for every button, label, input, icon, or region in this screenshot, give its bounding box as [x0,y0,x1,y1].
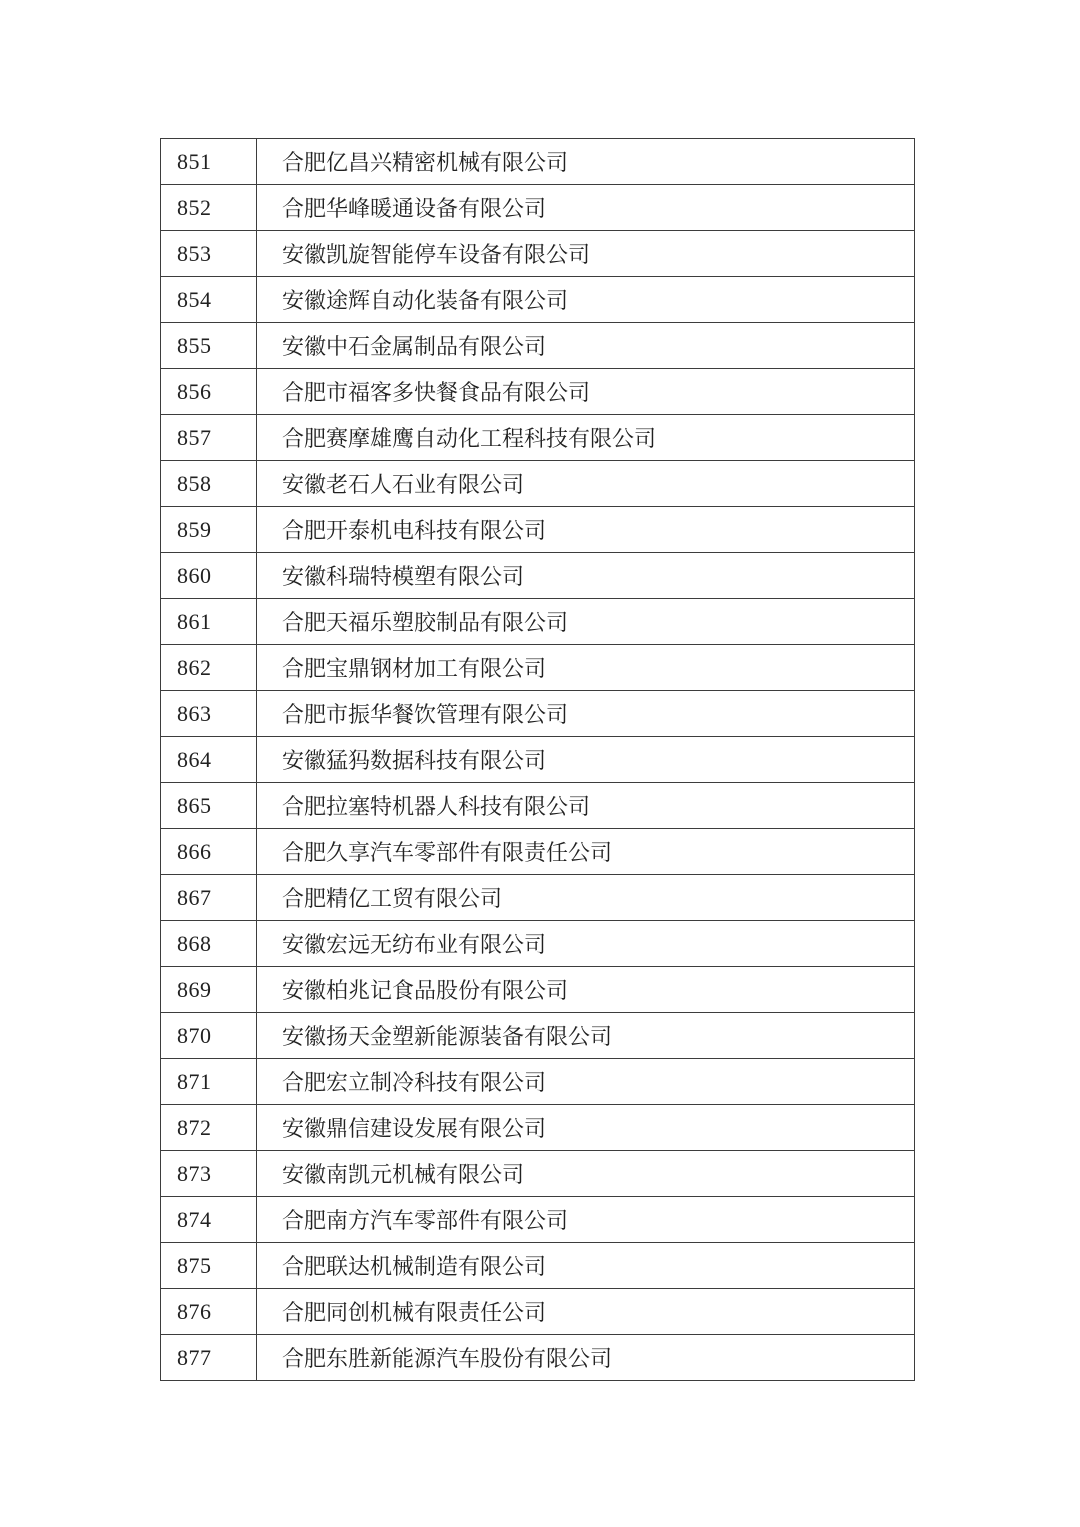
company-name: 合肥宝鼎钢材加工有限公司 [257,645,915,691]
company-name: 安徽中石金属制品有限公司 [257,323,915,369]
company-name: 合肥宏立制冷科技有限公司 [257,1059,915,1105]
table-row [161,691,915,737]
row-number: 851 [161,139,257,185]
company-name: 合肥精亿工贸有限公司 [257,875,915,921]
company-name: 安徽猛犸数据科技有限公司 [257,737,915,783]
company-name: 安徽途辉自动化装备有限公司 [257,277,915,323]
row-number: 860 [161,553,257,599]
row-number: 868 [161,921,257,967]
company-name: 合肥天福乐塑胶制品有限公司 [257,599,915,645]
row-number: 858 [161,461,257,507]
row-number: 866 [161,829,257,875]
row-number: 865 [161,783,257,829]
table-row [161,1197,915,1243]
company-name: 安徽凯旋智能停车设备有限公司 [257,231,915,277]
company-name: 合肥开泰机电科技有限公司 [257,507,915,553]
table-row [161,875,915,921]
table-row [161,1289,915,1335]
row-number: 859 [161,507,257,553]
company-name: 安徽科瑞特模塑有限公司 [257,553,915,599]
table-row [161,461,915,507]
company-name: 安徽老石人石业有限公司 [257,461,915,507]
company-name: 合肥东胜新能源汽车股份有限公司 [257,1335,915,1381]
company-name: 合肥华峰暖通设备有限公司 [257,185,915,231]
row-number: 864 [161,737,257,783]
table-row [161,185,915,231]
company-name: 合肥拉塞特机器人科技有限公司 [257,783,915,829]
row-number: 857 [161,415,257,461]
row-number: 871 [161,1059,257,1105]
company-name: 合肥联达机械制造有限公司 [257,1243,915,1289]
table-row [161,323,915,369]
company-name: 安徽扬天金塑新能源装备有限公司 [257,1013,915,1059]
company-list-table [160,138,915,1381]
company-name: 安徽南凯元机械有限公司 [257,1151,915,1197]
table-row [161,967,915,1013]
row-number: 877 [161,1335,257,1381]
row-number: 872 [161,1105,257,1151]
row-number: 862 [161,645,257,691]
table-row [161,737,915,783]
table-row [161,415,915,461]
row-number: 867 [161,875,257,921]
table-row [161,507,915,553]
row-number: 876 [161,1289,257,1335]
company-name: 合肥久享汽车零部件有限责任公司 [257,829,915,875]
row-number: 875 [161,1243,257,1289]
company-list-body [161,139,915,1381]
table-row [161,1151,915,1197]
company-name: 合肥市福客多快餐食品有限公司 [257,369,915,415]
company-name: 安徽鼎信建设发展有限公司 [257,1105,915,1151]
table-row [161,553,915,599]
row-number: 853 [161,231,257,277]
row-number: 852 [161,185,257,231]
table-row [161,231,915,277]
row-number: 861 [161,599,257,645]
table-row [161,645,915,691]
row-number: 854 [161,277,257,323]
row-number: 856 [161,369,257,415]
company-name: 安徽宏远无纺布业有限公司 [257,921,915,967]
table-row [161,599,915,645]
row-number: 855 [161,323,257,369]
table-row [161,1105,915,1151]
table-row [161,369,915,415]
table-row [161,277,915,323]
row-number: 874 [161,1197,257,1243]
table-row [161,1243,915,1289]
table-row [161,921,915,967]
company-name: 合肥亿昌兴精密机械有限公司 [257,139,915,185]
row-number: 863 [161,691,257,737]
row-number: 870 [161,1013,257,1059]
table-row [161,783,915,829]
company-name: 合肥南方汽车零部件有限公司 [257,1197,915,1243]
table-row [161,139,915,185]
company-name: 合肥同创机械有限责任公司 [257,1289,915,1335]
table-row [161,829,915,875]
row-number: 869 [161,967,257,1013]
company-name: 安徽柏兆记食品股份有限公司 [257,967,915,1013]
table-row [161,1059,915,1105]
table-row [161,1013,915,1059]
row-number: 873 [161,1151,257,1197]
company-name: 合肥市振华餐饮管理有限公司 [257,691,915,737]
table-row [161,1335,915,1381]
company-name: 合肥赛摩雄鹰自动化工程科技有限公司 [257,415,915,461]
